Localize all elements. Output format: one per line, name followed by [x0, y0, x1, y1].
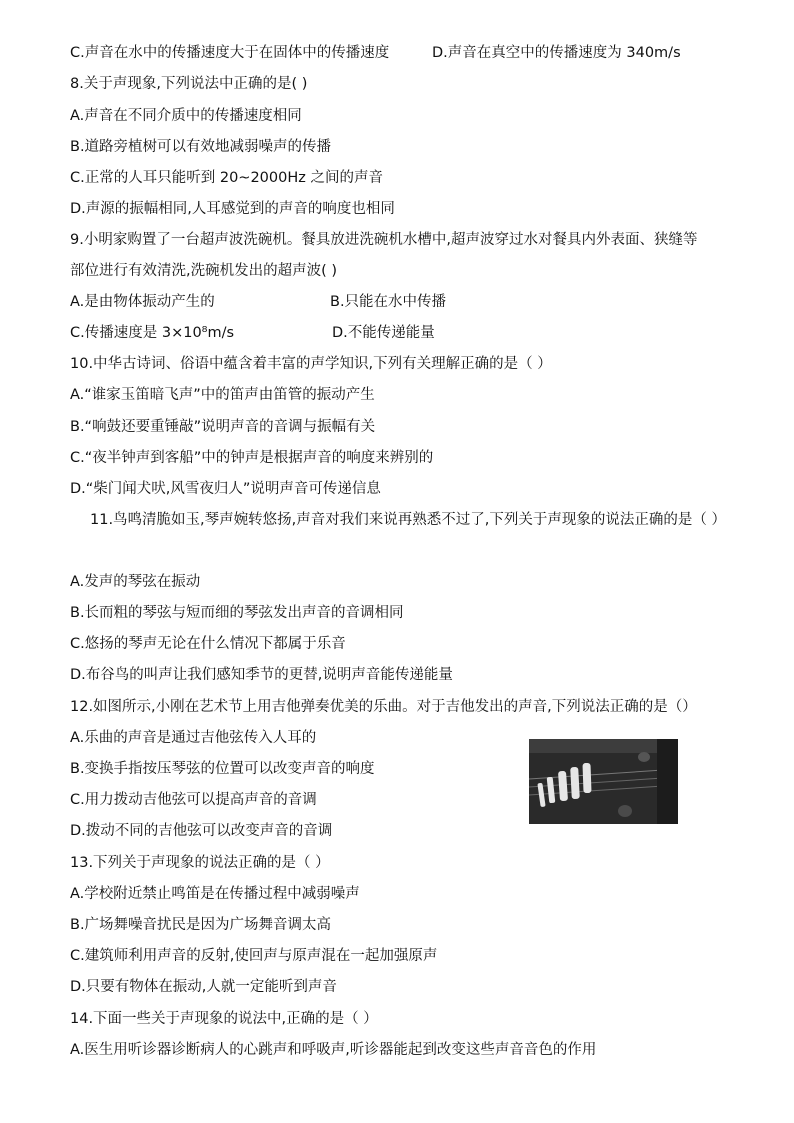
text-line: A.学校附近禁止鸣笛是在传播过程中减弱噪声 — [70, 886, 360, 902]
text-line: 部位进行有效清洗,洗碗机发出的超声波( ) — [70, 263, 338, 279]
text-line: B.道路旁植树可以有效地减弱噪声的传播 — [70, 139, 332, 155]
text-line: D.声源的振幅相同,人耳感觉到的声音的响度也相同 — [70, 201, 395, 217]
text-line: C.正常的人耳只能听到 20~2000Hz 之间的声音 — [70, 170, 383, 186]
text-line: D.布谷鸟的叫声让我们感知季节的更替,说明声音能传递能量 — [70, 667, 453, 683]
text-line: A.发声的琴弦在振动 — [70, 574, 201, 590]
text-line: A.乐曲的声音是通过吉他弦传入人耳的 — [70, 730, 317, 746]
text-line: A.是由物体振动产生的 — [70, 294, 215, 310]
text-line: B.只能在水中传播 — [330, 294, 447, 310]
text-line: A.“谁家玉笛暗飞声”中的笛声由笛管的振动产生 — [70, 387, 375, 403]
text-line: D.“柴门闻犬吠,风雪夜归人”说明声音可传递信息 — [70, 481, 381, 497]
text-line: D.声音在真空中的传播速度为 340m/s — [432, 45, 681, 61]
question-11: 11.鸟鸣清脆如玉,琴声婉转悠扬,声音对我们来说再熟悉不过了,下列关于声现象的说法正确的是（ ） — [90, 512, 726, 528]
text-line: A.声音在不同介质中的传播速度相同 — [70, 108, 302, 124]
text-line: B.长而粗的琴弦与短而细的琴弦发出声音的音调相同 — [70, 605, 404, 621]
question-12: 12.如图所示,小刚在艺术节上用吉他弹奏优美的乐曲。对于吉他发出的声音,下列说法正确的是（） — [70, 699, 697, 715]
text-line: C.“夜半钟声到客船”中的钟声是根据声音的响度来辨别的 — [70, 450, 434, 466]
text-line: C.用力拨动吉他弦可以提高声音的音调 — [70, 792, 317, 808]
text-line: D.只要有物体在振动,人就一定能听到声音 — [70, 979, 337, 995]
question-10: 10.中华古诗词、俗语中蕴含着丰富的声学知识,下列有关理解正确的是（ ） — [70, 356, 552, 372]
text-line: D.拨动不同的吉他弦可以改变声音的音调 — [70, 823, 333, 839]
text-line: B.变换手指按压琴弦的位置可以改变声音的响度 — [70, 761, 375, 777]
text-line: B.“响鼓还要重锤敲”说明声音的音调与振幅有关 — [70, 419, 376, 435]
text-line: C.悠扬的琴声无论在什么情况下都属于乐音 — [70, 636, 346, 652]
question-9: 9.小明家购置了一台超声波洗碗机。餐具放进洗碗机水槽中,超声波穿过水对餐具内外表面、狭缝等 — [70, 232, 698, 248]
text-line: B.广场舞噪音扰民是因为广场舞音调太高 — [70, 917, 332, 933]
text-line: C.声音在水中的传播速度大于在固体中的传播速度 — [70, 45, 390, 61]
question-8: 8.关于声现象,下列说法中正确的是( ) — [70, 76, 308, 92]
text-line: C.建筑师利用声音的反射,使回声与原声混在一起加强原声 — [70, 948, 438, 964]
text-line: C.传播速度是 3×10⁸m/s — [70, 325, 235, 341]
text-line: D.不能传递能量 — [332, 325, 435, 341]
question-14: 14.下面一些关于声现象的说法中,正确的是（ ） — [70, 1011, 378, 1027]
question-13: 13.下列关于声现象的说法正确的是（ ） — [70, 855, 330, 871]
guitar-photo — [529, 739, 678, 824]
text-line: A.医生用听诊器诊断病人的心跳声和呼吸声,听诊器能起到改变这些声音音色的作用 — [70, 1042, 597, 1058]
